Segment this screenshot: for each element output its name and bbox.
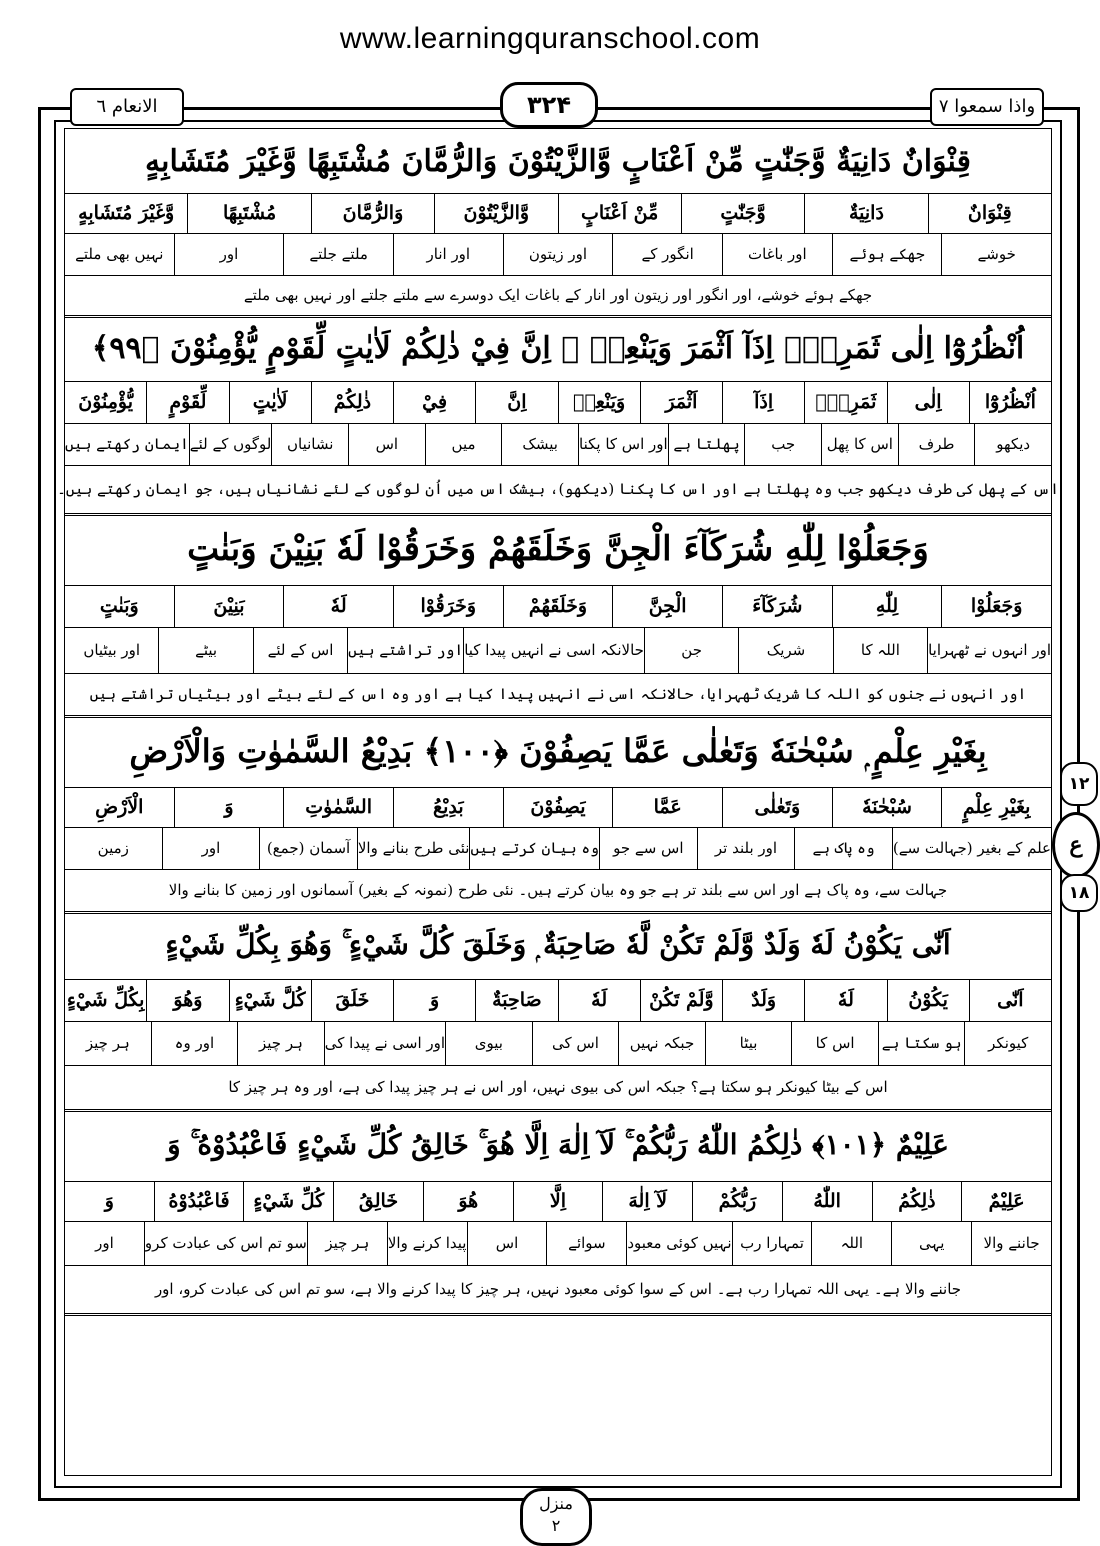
arabic-word-cell: فِيْ	[393, 381, 475, 423]
urdu-meaning-cell: جھکے ہوئے	[832, 233, 942, 275]
urdu-meaning-cell: ایمان رکھتے ہیں	[65, 435, 189, 453]
urdu-meaning-cell: نئی طرح بنانے والا	[357, 827, 470, 869]
urdu-meaning-cell: ہو سکتا ہے	[878, 1021, 965, 1065]
arabic-word-cell: اَنّٰى	[969, 979, 1051, 1021]
urdu-meaning-cell: اس	[467, 1221, 547, 1265]
arabic-word-cell: لَهٗ	[558, 979, 640, 1021]
arabic-word-cell: شُرَكَآءَ	[722, 585, 832, 627]
urdu-meaning-cell: سوائے	[546, 1221, 626, 1265]
urdu-meaning-cell: جبکہ نہیں	[618, 1021, 705, 1065]
arabic-word-cell: يُّؤْمِنُوْنَ	[78, 391, 134, 413]
arabic-word-cell: ذٰلِكُمْ	[311, 381, 393, 423]
word-row	[65, 381, 1051, 424]
arabic-word-cell: وَالرُّمَّانَ	[311, 193, 434, 233]
ruku-mark: ع	[1052, 812, 1100, 878]
urdu-meaning-cell: پھلتا ہے	[668, 423, 745, 465]
arabic-verse-line: قِنْوَانٌ دَانِيَةٌ وَّجَنّٰتٍ مِّنْ اَعْنَابٍ وَّالزَّيْتُوْنَ وَالرُّمَّانَ مُشْتَبِهًا وَّغَيْرَ مُتَشَابِهٍ	[65, 129, 1051, 194]
arabic-word-cell: وَلَدٌ	[722, 979, 804, 1021]
urdu-meaning-cell: اور باغات	[722, 233, 832, 275]
arabic-word-cell: سُبْحٰنَهٗ	[832, 787, 942, 827]
urdu-meaning-cell: وہ پاک ہے	[794, 827, 892, 869]
urdu-meaning-cell: ہر چیز	[307, 1221, 387, 1265]
urdu-meaning-cell: اور	[162, 827, 260, 869]
word-row	[65, 585, 1051, 628]
arabic-word-cell: وَّالزَّيْتُوْنَ	[434, 193, 557, 233]
arabic-word-cell: وَخَلَقَهُمْ	[503, 585, 613, 627]
arabic-word-cell: عَمَّا	[612, 787, 722, 827]
urdu-translation-line: اس کے پھل کی طرف دیکھو جب وہ پھلتا ہے اور اس کا پکنا (دیکھو)، بیشک اس میں اُن لوگوں کے لئے نشانیاں ہیں، جو ایمان رکھتے ہیں۔	[65, 465, 1051, 516]
urdu-meaning-cell: اس	[348, 423, 425, 465]
urdu-meaning-cell: اس کے لئے	[253, 627, 347, 673]
urdu-meaning-cell: اور	[95, 1234, 114, 1252]
page-number: ۳۲۴	[500, 82, 598, 128]
site-url[interactable]: www.learningquranschool.com	[339, 22, 761, 55]
urdu-meaning-cell: اور وہ	[151, 1021, 238, 1065]
urdu-meaning-cell: جب	[744, 423, 821, 465]
urdu-meaning-cell: اور بیٹیاں	[83, 641, 141, 659]
quran-content-area	[57, 128, 1059, 1476]
urdu-meaning-cell: زمین	[97, 839, 129, 857]
word-row	[65, 193, 1051, 234]
verse-section	[65, 911, 1051, 1109]
urdu-meaning-cell: اس کا	[791, 1021, 878, 1065]
arabic-word-cell: بِكُلِّ شَيْءٍ	[66, 989, 145, 1011]
arabic-word-cell: يَصِفُوْنَ	[503, 787, 613, 827]
arabic-word-cell: اِلٰى	[887, 381, 969, 423]
arabic-word-cell: ثَمَرِهٖٓ	[804, 381, 886, 423]
urdu-meaning-cell: ملتے جلتے	[283, 233, 393, 275]
arabic-word-cell: اِذَآ	[722, 381, 804, 423]
meaning-row	[65, 423, 1051, 466]
arabic-word-cell: خَلَقَ	[311, 979, 393, 1021]
urdu-meaning-cell: حالانکہ اسی نے انہیں پیدا کیا	[463, 627, 644, 673]
urdu-meaning-cell: اور	[174, 233, 284, 275]
urdu-meaning-cell: دیکھو	[974, 423, 1051, 465]
urdu-meaning-cell: اور انہوں نے ٹھہرایا	[927, 627, 1051, 673]
urdu-translation-line: جھکے ہوئے خوشے، اور انگور اور زیتون اور انار کے باغات ایک دوسرے سے ملتے جلتے اور نہیں بھی ملتے	[65, 275, 1051, 318]
arabic-word-cell: كُلَّ شَيْءٍ	[229, 979, 311, 1021]
arabic-word-cell: يَكُوْنُ	[887, 979, 969, 1021]
arabic-word-cell: لِلّٰهِ	[832, 585, 942, 627]
margin-number-upper: ۱۲	[1060, 762, 1098, 806]
urdu-meaning-cell: اللہ	[811, 1221, 891, 1265]
urdu-meaning-cell: اور تراشتے ہیں	[347, 627, 463, 673]
urdu-meaning-cell: بیٹا	[705, 1021, 792, 1065]
surah-name-label: الانعام ٦	[70, 88, 184, 126]
arabic-word-cell: وَّجَنّٰتٍ	[681, 193, 804, 233]
verse-section	[65, 129, 1051, 315]
urdu-meaning-cell: پیدا کرنے والا	[387, 1221, 467, 1265]
arabic-word-cell: وَبَنٰتٍ	[99, 595, 139, 617]
arabic-word-cell: بِغَيْرِ عِلْمٍ	[941, 787, 1051, 827]
urdu-translation-line: جہالت سے، وہ پاک ہے اور اس سے بلند تر ہے جو وہ بیان کرتے ہیں۔ نئی طرح (نمونہ کے بغیر) آسمانوں اور زمین کا بنانے والا	[65, 869, 1051, 914]
arabic-word-cell: اِنَّ	[475, 381, 557, 423]
arabic-word-cell: مِّنْ اَعْنَابٍ	[558, 193, 681, 233]
urdu-meaning-cell: اس سے جو	[599, 827, 697, 869]
word-row	[65, 979, 1051, 1022]
arabic-verse-line: اُنْظُرُوْٓا اِلٰى ثَمَرِهٖٓ اِذَآ اَثْمَرَ وَيَنْعِهٖ ۭ اِنَّ فِيْ ذٰلِكُمْ لَاٰيٰتٍ لِّقَوْمٍ يُّؤْمِنُوْنَ ﴿۹۹﴾	[65, 315, 1051, 382]
arabic-word-cell: بَنِيْنَ	[174, 585, 284, 627]
arabic-word-cell: وَجَعَلُوْا	[941, 585, 1051, 627]
arabic-word-cell: اللّٰهُ	[782, 1181, 872, 1221]
urdu-meaning-cell: اللہ کا	[833, 627, 927, 673]
arabic-word-cell: لَاٰيٰتٍ	[229, 381, 311, 423]
meaning-row	[65, 1221, 1051, 1266]
arabic-word-cell: لَهٗ	[283, 585, 393, 627]
urdu-meaning-cell: بیشک	[501, 423, 578, 465]
arabic-verse-line: بِغَيْرِ عِلْمٍ ۭ سُبْحٰنَهٗ وَتَعٰلٰى عَمَّا يَصِفُوْنَ ﴿۱۰۰﴾ بَدِيْعُ السَّمٰوٰتِ وَالْاَرْضِ	[65, 715, 1051, 788]
arabic-verse-line: عَلِيْمٌ ﴿۱۰۱﴾ ذٰلِكُمُ اللّٰهُ رَبُّكُمْ ۚ لَآ اِلٰهَ اِلَّا هُوَ ۚ خَالِقُ كُلِّ شَيْءٍ فَاعْبُدُوْهُ ۚ وَ	[65, 1109, 1051, 1182]
urdu-translation-line: جاننے والا ہے۔ یہی اللہ تمہارا رب ہے۔ اس کے سوا کوئی معبود نہیں، ہر چیز کا پیدا کرنے والا ہے، سو تم اس کی عبادت کرو، اور	[65, 1265, 1051, 1316]
arabic-word-cell: لَهٗ	[804, 979, 886, 1021]
urdu-meaning-cell: آسمان (جمع)	[259, 827, 357, 869]
meaning-row	[65, 627, 1051, 674]
arabic-word-cell: وَ	[104, 1190, 114, 1212]
urdu-meaning-cell: جاننے والا	[971, 1221, 1051, 1265]
arabic-word-cell: اِلَّا	[513, 1181, 603, 1221]
urdu-meaning-cell: اور انار	[393, 233, 503, 275]
para-name-label: واذا سمعوا ٧	[930, 88, 1044, 126]
arabic-word-cell: وَّغَيْرَ مُتَشَابِهٍ	[78, 202, 175, 224]
arabic-word-cell: وَّلَمْ تَكُنْ	[640, 979, 722, 1021]
urdu-meaning-cell: بیٹے	[158, 627, 252, 673]
arabic-word-cell: رَبُّكُمْ	[692, 1181, 782, 1221]
urdu-meaning-cell: نہیں بھی ملتے	[75, 245, 164, 263]
urdu-translation-line: اور انہوں نے جنوں کو اللہ کا شریک ٹھہرایا، حالانکہ اسی نے انہیں پیدا کیا ہے اور وہ اس کے لئے بیٹے اور بیٹیاں تراشتے ہیں	[65, 673, 1051, 718]
arabic-word-cell: اَثْمَرَ	[640, 381, 722, 423]
manzil-marker	[520, 1488, 592, 1546]
arabic-word-cell: لِّقَوْمٍ	[146, 381, 228, 423]
urdu-meaning-cell: اور بلند تر	[697, 827, 795, 869]
arabic-word-cell: وَ	[393, 979, 475, 1021]
arabic-word-cell: ذٰلِكُمُ	[872, 1181, 962, 1221]
urdu-meaning-cell: کیونکر	[964, 1021, 1051, 1065]
urdu-meaning-cell: میں	[425, 423, 502, 465]
arabic-verse-line: وَجَعَلُوْا لِلّٰهِ شُرَكَآءَ الْجِنَّ وَخَلَقَهُمْ وَخَرَقُوْا لَهٗ بَنِيْنَ وَبَنٰتٍ	[65, 513, 1051, 586]
arabic-word-cell: وَتَعٰلٰى	[722, 787, 832, 827]
urdu-meaning-cell: شریک	[738, 627, 832, 673]
verse-section	[65, 1109, 1051, 1313]
urdu-meaning-cell: نشانیاں	[271, 423, 348, 465]
arabic-word-cell: لَآ اِلٰهَ	[602, 1181, 692, 1221]
urdu-meaning-cell: لوگوں کے لئے	[189, 423, 272, 465]
word-row	[65, 787, 1051, 828]
arabic-word-cell: اُنْظُرُوْٓا	[969, 381, 1051, 423]
urdu-translation-line: اس کے بیٹا کیونکر ہو سکتا ہے؟ جبکہ اس کی بیوی نہیں، اور اس نے ہر چیز پیدا کی ہے، اور وہ ہر چیز کا	[65, 1065, 1051, 1112]
urdu-meaning-cell: وہ بیان کرتے ہیں	[469, 827, 599, 869]
urdu-meaning-cell: طرف	[898, 423, 975, 465]
urdu-meaning-cell: ہر چیز	[237, 1021, 324, 1065]
arabic-word-cell: الْاَرْضِ	[95, 796, 144, 818]
arabic-word-cell: هُوَ	[423, 1181, 513, 1221]
arabic-word-cell: وَخَرَقُوْا	[393, 585, 503, 627]
verse-section	[65, 715, 1051, 911]
urdu-meaning-cell: انگور کے	[612, 233, 722, 275]
verse-section	[65, 513, 1051, 715]
urdu-meaning-cell: نہیں کوئی معبود	[626, 1221, 731, 1265]
manzil-label: منزل	[539, 1494, 573, 1513]
urdu-meaning-cell: ہر چیز	[85, 1034, 130, 1052]
urdu-meaning-cell: خوشے	[941, 233, 1051, 275]
arabic-word-cell: وَ	[174, 787, 284, 827]
arabic-word-cell: وَهُوَ	[146, 979, 228, 1021]
margin-number-lower: ۱۸	[1060, 874, 1098, 912]
urdu-meaning-cell: جن	[644, 627, 738, 673]
arabic-word-cell: السَّمٰوٰتِ	[283, 787, 393, 827]
meaning-row	[65, 233, 1051, 276]
urdu-meaning-cell: اور زیتون	[503, 233, 613, 275]
urdu-meaning-cell: اس کا پھل	[821, 423, 898, 465]
arabic-word-cell: وَيَنْعِهٖ	[558, 381, 640, 423]
arabic-word-cell: خَالِقُ	[333, 1181, 423, 1221]
arabic-word-cell: قِنْوَانٌ	[928, 193, 1051, 233]
urdu-meaning-cell: بیوی	[445, 1021, 532, 1065]
arabic-word-cell: فَاعْبُدُوْهُ	[154, 1181, 244, 1221]
manzil-number: ۲	[551, 1516, 561, 1535]
arabic-word-cell: بَدِيْعُ	[393, 787, 503, 827]
arabic-word-cell: مُشْتَبِهًا	[187, 193, 310, 233]
verse-section	[57, 315, 1059, 513]
urdu-meaning-cell: اور اس کا پکنا	[578, 423, 668, 465]
word-row	[65, 1181, 1051, 1222]
urdu-meaning-cell: تمہارا رب	[732, 1221, 812, 1265]
urdu-meaning-cell: علم کے بغیر (جہالت سے)	[892, 827, 1051, 869]
arabic-verse-line: اَنّٰى يَكُوْنُ لَهٗ وَلَدٌ وَّلَمْ تَكُنْ لَّهٗ صَاحِبَةٌ ۭ وَخَلَقَ كُلَّ شَيْءٍ ۚ وَهُوَ بِكُلِّ شَيْءٍ	[65, 911, 1051, 980]
urdu-meaning-cell: اور اسی نے پیدا کی	[324, 1021, 445, 1065]
meaning-row	[65, 1021, 1051, 1066]
urdu-meaning-cell: اس کی	[532, 1021, 619, 1065]
urdu-meaning-cell: یہی	[891, 1221, 971, 1265]
meaning-row	[65, 827, 1051, 870]
arabic-word-cell: كُلِّ شَيْءٍ	[243, 1181, 333, 1221]
arabic-word-cell: صَاحِبَةٌ	[475, 979, 557, 1021]
arabic-word-cell: دَانِيَةٌ	[804, 193, 927, 233]
urdu-meaning-cell: سو تم اس کی عبادت کرو	[144, 1221, 307, 1265]
arabic-word-cell: عَلِيْمٌ	[961, 1181, 1051, 1221]
arabic-word-cell: الْجِنَّ	[612, 585, 722, 627]
